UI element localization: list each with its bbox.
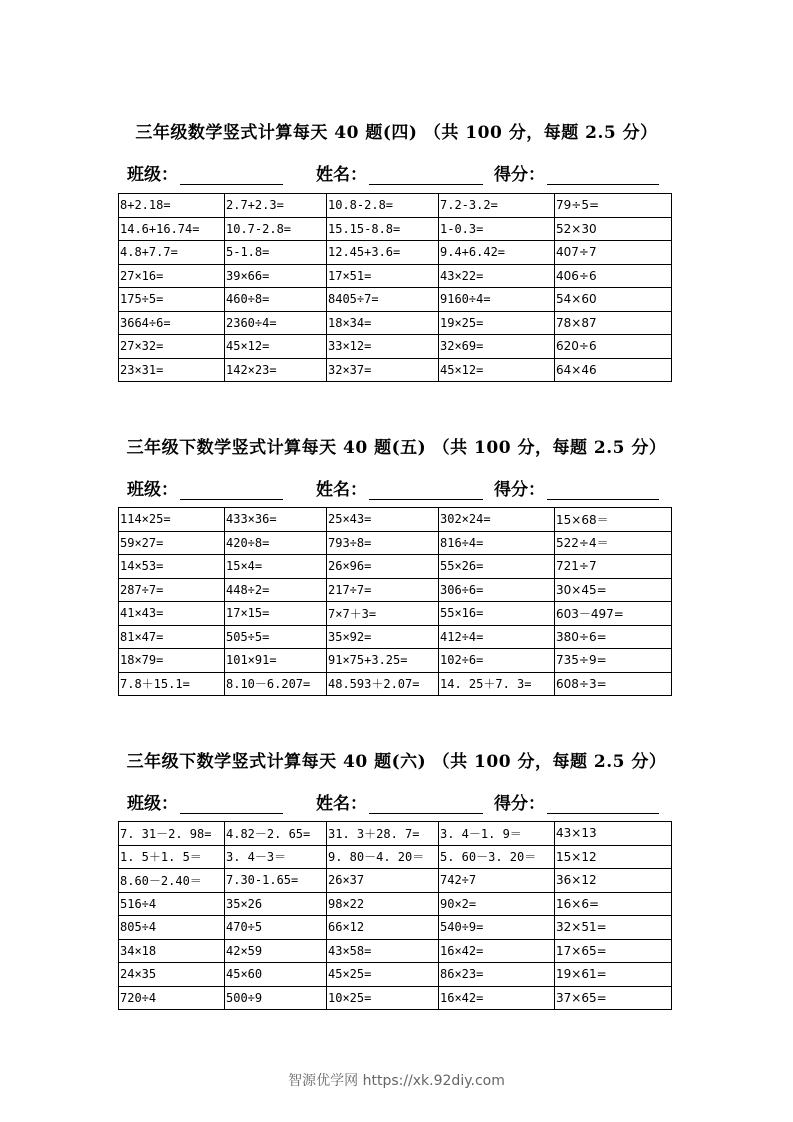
table-row xyxy=(119,602,672,626)
section-2-class-field[interactable] xyxy=(127,475,283,500)
problem-cell: 4.82－2. 65= xyxy=(225,822,327,846)
problem-cell: 55×26= xyxy=(439,555,555,579)
problem-cell: 540÷9= xyxy=(439,916,555,940)
problem-cell: 287÷7= xyxy=(119,578,225,602)
problem-cell: 500÷9 xyxy=(225,986,327,1010)
problem-cell: 420÷8= xyxy=(225,531,327,555)
problem-cell: 27×32= xyxy=(119,335,225,359)
table-row xyxy=(119,869,672,893)
problem-cell: 721÷7 xyxy=(555,555,672,579)
table-row xyxy=(119,311,672,335)
problem-cell: 39×66= xyxy=(225,264,327,288)
section-2-title: 三年级下数学竖式计算每天 40 题(五) （共 100 分，每题 2.5 分） xyxy=(126,438,667,458)
section-1-problem-table xyxy=(118,193,672,382)
table-row xyxy=(119,358,672,382)
problem-cell: 412÷4= xyxy=(439,625,555,649)
class-label: 班级： xyxy=(127,165,178,185)
table-row xyxy=(119,625,672,649)
table-row xyxy=(119,939,672,963)
problem-cell: 35×26 xyxy=(225,892,327,916)
problem-cell: 5-1.8= xyxy=(225,241,327,265)
problem-cell: 742÷7 xyxy=(439,869,555,893)
problem-cell: 2.7+2.3= xyxy=(225,194,327,218)
problem-cell: 27×16= xyxy=(119,264,225,288)
problem-cell: 8.10－6.207= xyxy=(225,672,327,696)
problem-cell: 7.8＋15.1= xyxy=(119,672,225,696)
section-1-name-field[interactable] xyxy=(316,160,483,185)
problem-cell: 620÷6 xyxy=(555,335,672,359)
problem-cell: 793÷8= xyxy=(327,531,439,555)
problem-cell: 805÷4 xyxy=(119,916,225,940)
table-row xyxy=(119,649,672,673)
table-row xyxy=(119,194,672,218)
problem-cell: 9.4+6.42= xyxy=(439,241,555,265)
table-row xyxy=(119,555,672,579)
problem-cell: 3. 4－3＝ xyxy=(225,845,327,869)
section-3-name-field[interactable] xyxy=(316,789,483,814)
problem-cell: 15×4= xyxy=(225,555,327,579)
problem-cell: 52×30 xyxy=(555,217,672,241)
footer-watermark: 智源优学网 https://xk.92diy.com xyxy=(288,1073,505,1089)
problem-cell: 37×65= xyxy=(555,986,672,1010)
problem-cell: 23×31= xyxy=(119,358,225,382)
section-1-score-field[interactable] xyxy=(494,160,659,185)
problem-cell: 45×12= xyxy=(439,358,555,382)
problem-cell: 55×16= xyxy=(439,602,555,626)
problem-cell: 18×34= xyxy=(327,311,439,335)
section-2-score-field[interactable] xyxy=(494,475,659,500)
name-label: 姓名： xyxy=(316,794,367,814)
problem-cell: 8405÷7= xyxy=(327,288,439,312)
problem-cell: 34×18 xyxy=(119,939,225,963)
problem-cell: 15.15-8.8= xyxy=(327,217,439,241)
problem-cell: 15×68＝ xyxy=(555,508,672,532)
problem-cell: 10.7-2.8= xyxy=(225,217,327,241)
problem-cell: 175÷5= xyxy=(119,288,225,312)
problem-cell: 7. 31－2. 98= xyxy=(119,822,225,846)
section-2-name-field[interactable] xyxy=(316,475,483,500)
section-3-problem-table xyxy=(118,821,672,1010)
problem-cell: 516÷4 xyxy=(119,892,225,916)
section-1-title: 三年级数学竖式计算每天 40 题(四) （共 100 分，每题 2.5 分） xyxy=(135,123,658,143)
problem-cell: 101×91= xyxy=(225,649,327,673)
problem-cell: 505÷5= xyxy=(225,625,327,649)
table-row xyxy=(119,672,672,696)
problem-cell: 14×53= xyxy=(119,555,225,579)
problem-cell: 142×23= xyxy=(225,358,327,382)
problem-cell: 17×65= xyxy=(555,939,672,963)
problem-cell: 26×96= xyxy=(327,555,439,579)
problem-cell: 16×42= xyxy=(439,939,555,963)
problem-cell: 1. 5＋1. 5＝ xyxy=(119,845,225,869)
table-row xyxy=(119,508,672,532)
problem-cell: 17×51= xyxy=(327,264,439,288)
problem-cell: 608÷3= xyxy=(555,672,672,696)
problem-cell: 12.45+3.6= xyxy=(327,241,439,265)
name-label: 姓名： xyxy=(316,165,367,185)
problem-cell: 4.8+7.7= xyxy=(119,241,225,265)
problem-cell: 45×12= xyxy=(225,335,327,359)
table-row xyxy=(119,288,672,312)
problem-cell: 735÷9= xyxy=(555,649,672,673)
table-row xyxy=(119,335,672,359)
problem-cell: 66×12 xyxy=(327,916,439,940)
table-row xyxy=(119,963,672,987)
score-label: 得分： xyxy=(494,165,545,185)
section-2-problem-table xyxy=(118,507,672,696)
problem-cell: 45×25= xyxy=(327,963,439,987)
problem-cell: 816÷4= xyxy=(439,531,555,555)
problem-cell: 9160÷4= xyxy=(439,288,555,312)
problem-cell: 19×25= xyxy=(439,311,555,335)
problem-cell: 603－497= xyxy=(555,602,672,626)
class-label: 班级： xyxy=(127,480,178,500)
problem-cell: 91×75+3.25= xyxy=(327,649,439,673)
problem-cell: 15×12 xyxy=(555,845,672,869)
problem-cell: 36×12 xyxy=(555,869,672,893)
problem-cell: 407÷7 xyxy=(555,241,672,265)
problem-cell: 25×43= xyxy=(327,508,439,532)
table-row xyxy=(119,531,672,555)
problem-cell: 3664÷6= xyxy=(119,311,225,335)
problem-cell: 81×47= xyxy=(119,625,225,649)
table-row xyxy=(119,892,672,916)
problem-cell: 18×79= xyxy=(119,649,225,673)
problem-cell: 35×92= xyxy=(327,625,439,649)
problem-cell: 217÷7= xyxy=(327,578,439,602)
problem-cell: 31. 3＋28. 7= xyxy=(327,822,439,846)
problem-cell: 8.60－2.40＝ xyxy=(119,869,225,893)
table-row xyxy=(119,241,672,265)
problem-cell: 26×37 xyxy=(327,869,439,893)
problem-cell: 9. 80－4. 20＝ xyxy=(327,845,439,869)
problem-cell: 98×22 xyxy=(327,892,439,916)
problem-cell: 86×23= xyxy=(439,963,555,987)
problem-cell: 14.6+16.74= xyxy=(119,217,225,241)
table-row xyxy=(119,578,672,602)
problem-cell: 78×87 xyxy=(555,311,672,335)
problem-cell: 59×27= xyxy=(119,531,225,555)
section-3-title: 三年级下数学竖式计算每天 40 题(六) （共 100 分，每题 2.5 分） xyxy=(126,752,667,772)
name-label: 姓名： xyxy=(316,480,367,500)
problem-cell: 302×24= xyxy=(439,508,555,532)
problem-cell: 7×7＋3= xyxy=(327,602,439,626)
problem-cell: 114×25= xyxy=(119,508,225,532)
problem-cell: 41×43= xyxy=(119,602,225,626)
problem-cell: 522÷4＝ xyxy=(555,531,672,555)
problem-cell: 102÷6= xyxy=(439,649,555,673)
section-3-class-field[interactable] xyxy=(127,789,283,814)
problem-cell: 30×45= xyxy=(555,578,672,602)
problem-cell: 90×2= xyxy=(439,892,555,916)
problem-cell: 16×6= xyxy=(555,892,672,916)
problem-cell: 32×51= xyxy=(555,916,672,940)
problem-cell: 54×60 xyxy=(555,288,672,312)
problem-cell: 79÷5= xyxy=(555,194,672,218)
problem-cell: 43×13 xyxy=(555,822,672,846)
problem-cell: 7.30-1.65= xyxy=(225,869,327,893)
problem-cell: 45×60 xyxy=(225,963,327,987)
problem-cell: 7.2-3.2= xyxy=(439,194,555,218)
score-label: 得分： xyxy=(494,794,545,814)
problem-cell: 32×37= xyxy=(327,358,439,382)
table-row xyxy=(119,916,672,940)
problem-cell: 24×35 xyxy=(119,963,225,987)
section-1-class-field[interactable] xyxy=(127,160,283,185)
problem-cell: 14. 25＋7. 3= xyxy=(439,672,555,696)
problem-cell: 17×15= xyxy=(225,602,327,626)
problem-cell: 406÷6 xyxy=(555,264,672,288)
section-3-score-field[interactable] xyxy=(494,789,659,814)
problem-cell: 19×61= xyxy=(555,963,672,987)
problem-cell: 470÷5 xyxy=(225,916,327,940)
class-label: 班级： xyxy=(127,794,178,814)
problem-cell: 1-0.3= xyxy=(439,217,555,241)
problem-cell: 48.593＋2.07= xyxy=(327,672,439,696)
problem-cell: 380÷6= xyxy=(555,625,672,649)
problem-cell: 42×59 xyxy=(225,939,327,963)
problem-cell: 64×46 xyxy=(555,358,672,382)
table-row xyxy=(119,264,672,288)
problem-cell: 5. 60－3. 20＝ xyxy=(439,845,555,869)
score-label: 得分： xyxy=(494,480,545,500)
problem-cell: 460÷8= xyxy=(225,288,327,312)
problem-cell: 2360÷4= xyxy=(225,311,327,335)
problem-cell: 8+2.18= xyxy=(119,194,225,218)
table-row xyxy=(119,822,672,846)
problem-cell: 33×12= xyxy=(327,335,439,359)
table-row xyxy=(119,217,672,241)
problem-cell: 306÷6= xyxy=(439,578,555,602)
problem-cell: 433×36= xyxy=(225,508,327,532)
problem-cell: 448÷2= xyxy=(225,578,327,602)
problem-cell: 43×58= xyxy=(327,939,439,963)
table-row xyxy=(119,986,672,1010)
problem-cell: 10.8-2.8= xyxy=(327,194,439,218)
problem-cell: 720÷4 xyxy=(119,986,225,1010)
problem-cell: 10×25= xyxy=(327,986,439,1010)
problem-cell: 16×42= xyxy=(439,986,555,1010)
table-row xyxy=(119,845,672,869)
problem-cell: 43×22= xyxy=(439,264,555,288)
problem-cell: 32×69= xyxy=(439,335,555,359)
problem-cell: 3. 4－1. 9＝ xyxy=(439,822,555,846)
